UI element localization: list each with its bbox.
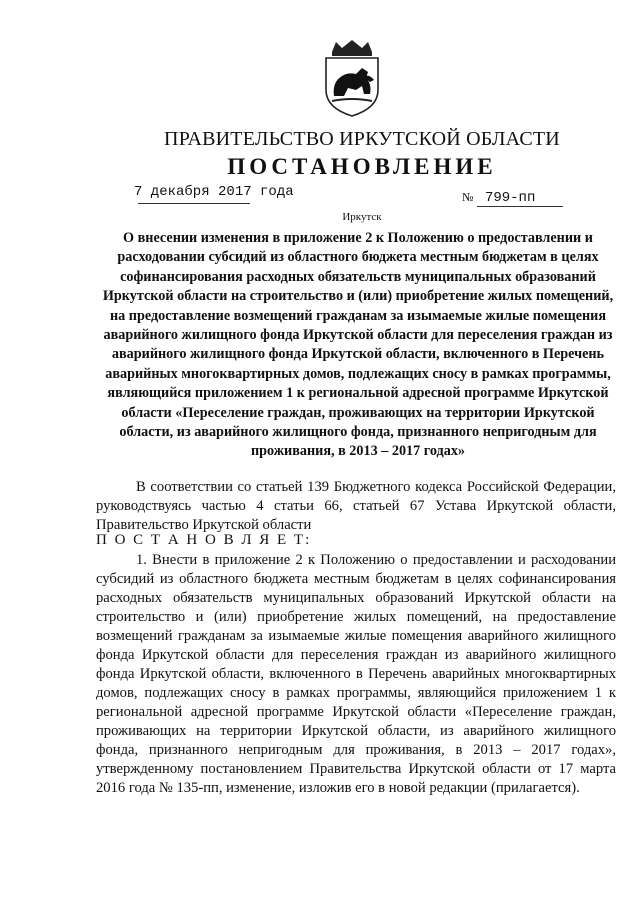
item-1-paragraph: 1. Внести в приложение 2 к Положению о предоставлении и расходовании субсидий из областного бюджета местным бюджетам в целях софинансирования расходных обязательств муниципальных образований Иркутской области на строительство и (или) приобретение жилых помещений, на предоставление возмещений гражданам за изымаемые жилые помещения аварийного жилищного фонда Иркутской области для переселения граждан из аварийного жилищного фонда Иркутской области, включенного в Перечень аварийных многоквартирных домов, подлежащих сносу в рамках программы, являющийся приложением 1 к региональной адресной программе Иркутской области «Переселение граждан, проживающих на территории Иркутской области, из аварийного жилищного фонда, признанного непригодным для проживания, в 2013 – 2017 годах», утвержденному постановлением Правительства Иркутской области от 17 марта 2016 года № 135-пп, изменение, изложив его в новой редакции (прилагается). <box>96 552 616 796</box>
document-subject: О внесении изменения в приложение 2 к Положению о предоставлении и расходовании субсидий из областного бюджета местным бюджетам в целях софинансирования расходных обязательств муниципальных образований Иркутской области на строительство и (или) приобретение жилых помещений, на предоставление возмещений гражданам за изымаемые жилые помещения аварийного жилищного фонда Иркутской области для переселения граждан из аварийного жилищного фонда Иркутской области, включенного в Перечень аварийных многоквартирных домов, подлежащих сносу в рамках программы, являющийся приложением 1 к региональной адресной программе Иркутской области «Переселение граждан, проживающих на территории Иркутской области, из аварийного жилищного фонда, признанного непригодным для проживания, в 2013 – 2017 годах» <box>102 230 614 460</box>
document-city: Иркутск <box>342 211 382 223</box>
irkutsk-coat-of-arms-icon <box>318 38 386 118</box>
number-sign: № <box>462 190 474 204</box>
document-number-value: 799-пп <box>477 190 563 207</box>
intro-paragraph: В соответствии со статьей 139 Бюджетного кодекса Российской Федерации, руководствуясь частью 4 статьи 66, статьей 67 Устава Иркутской области, Правительство Иркутской области <box>96 479 616 533</box>
government-title: ПРАВИТЕЛЬСТВО ИРКУТСКОЙ ОБЛАСТИ <box>164 128 560 150</box>
decree-word: П О С Т А Н О В Л Я Е Т: <box>96 532 312 548</box>
document-type-title: ПОСТАНОВЛЕНИЕ <box>227 154 497 179</box>
document-date-text: 7 декабря 2017 года <box>134 184 294 200</box>
document-number <box>462 190 563 207</box>
document-date <box>134 184 294 200</box>
date-underline <box>138 203 250 204</box>
